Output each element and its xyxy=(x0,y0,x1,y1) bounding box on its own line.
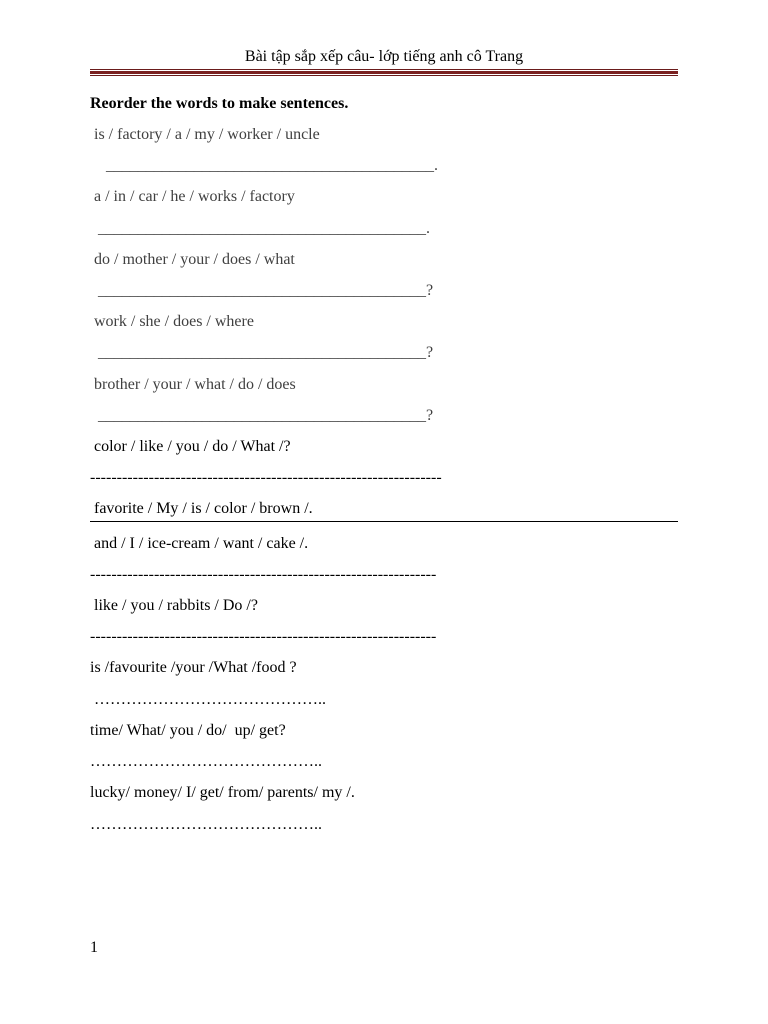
exercise-prompt: is /favourite /your /What /food ? xyxy=(90,659,297,676)
answer-dashed-line: ----------------------------------------------------------------- xyxy=(90,628,437,645)
page-number: 1 xyxy=(90,939,98,956)
exercise-prompt: like / you / rabbits / Do /? xyxy=(90,597,258,614)
answer-dotted-line: …………………………………….. xyxy=(90,691,326,708)
answer-line: _________________________________________. xyxy=(90,220,430,237)
answer-line: _________________________________________? xyxy=(90,344,434,361)
exercise-prompt: favorite / My / is / color / brown /. xyxy=(90,500,313,517)
exercise-prompt: and / I / ice-cream / want / cake /. xyxy=(90,535,309,552)
page-header-title: Bài tập sắp xếp câu- lớp tiếng anh cô Trang xyxy=(244,48,524,65)
exercise-prompt: is / factory / a / my / worker / uncle xyxy=(90,126,320,143)
answer-line: _________________________________________? xyxy=(90,282,434,299)
answer-dotted-line: …………………………………….. xyxy=(90,753,322,770)
exercise-prompt: time/ What/ you / do/ up/ get? xyxy=(90,722,286,739)
answer-rule xyxy=(90,521,678,522)
answer-line: _________________________________________. xyxy=(90,157,438,174)
instruction-heading: Reorder the words to make sentences. xyxy=(90,95,349,112)
exercise-prompt: do / mother / your / does / what xyxy=(90,251,295,268)
answer-dotted-line: …………………………………….. xyxy=(90,816,322,833)
exercise-prompt: work / she / does / where xyxy=(90,313,254,330)
exercise-prompt: color / like / you / do / What /? xyxy=(90,438,291,455)
answer-dashed-line: ------------------------------------------------------------------ xyxy=(90,469,442,486)
exercise-prompt: lucky/ money/ I/ get/ from/ parents/ my /. xyxy=(90,784,355,801)
header-divider xyxy=(90,69,678,75)
exercise-prompt: brother / your / what / do / does xyxy=(90,376,296,393)
answer-dashed-line: ----------------------------------------------------------------- xyxy=(90,566,437,583)
answer-line: _________________________________________? xyxy=(90,407,434,424)
exercise-prompt: a / in / car / he / works / factory xyxy=(90,188,295,205)
